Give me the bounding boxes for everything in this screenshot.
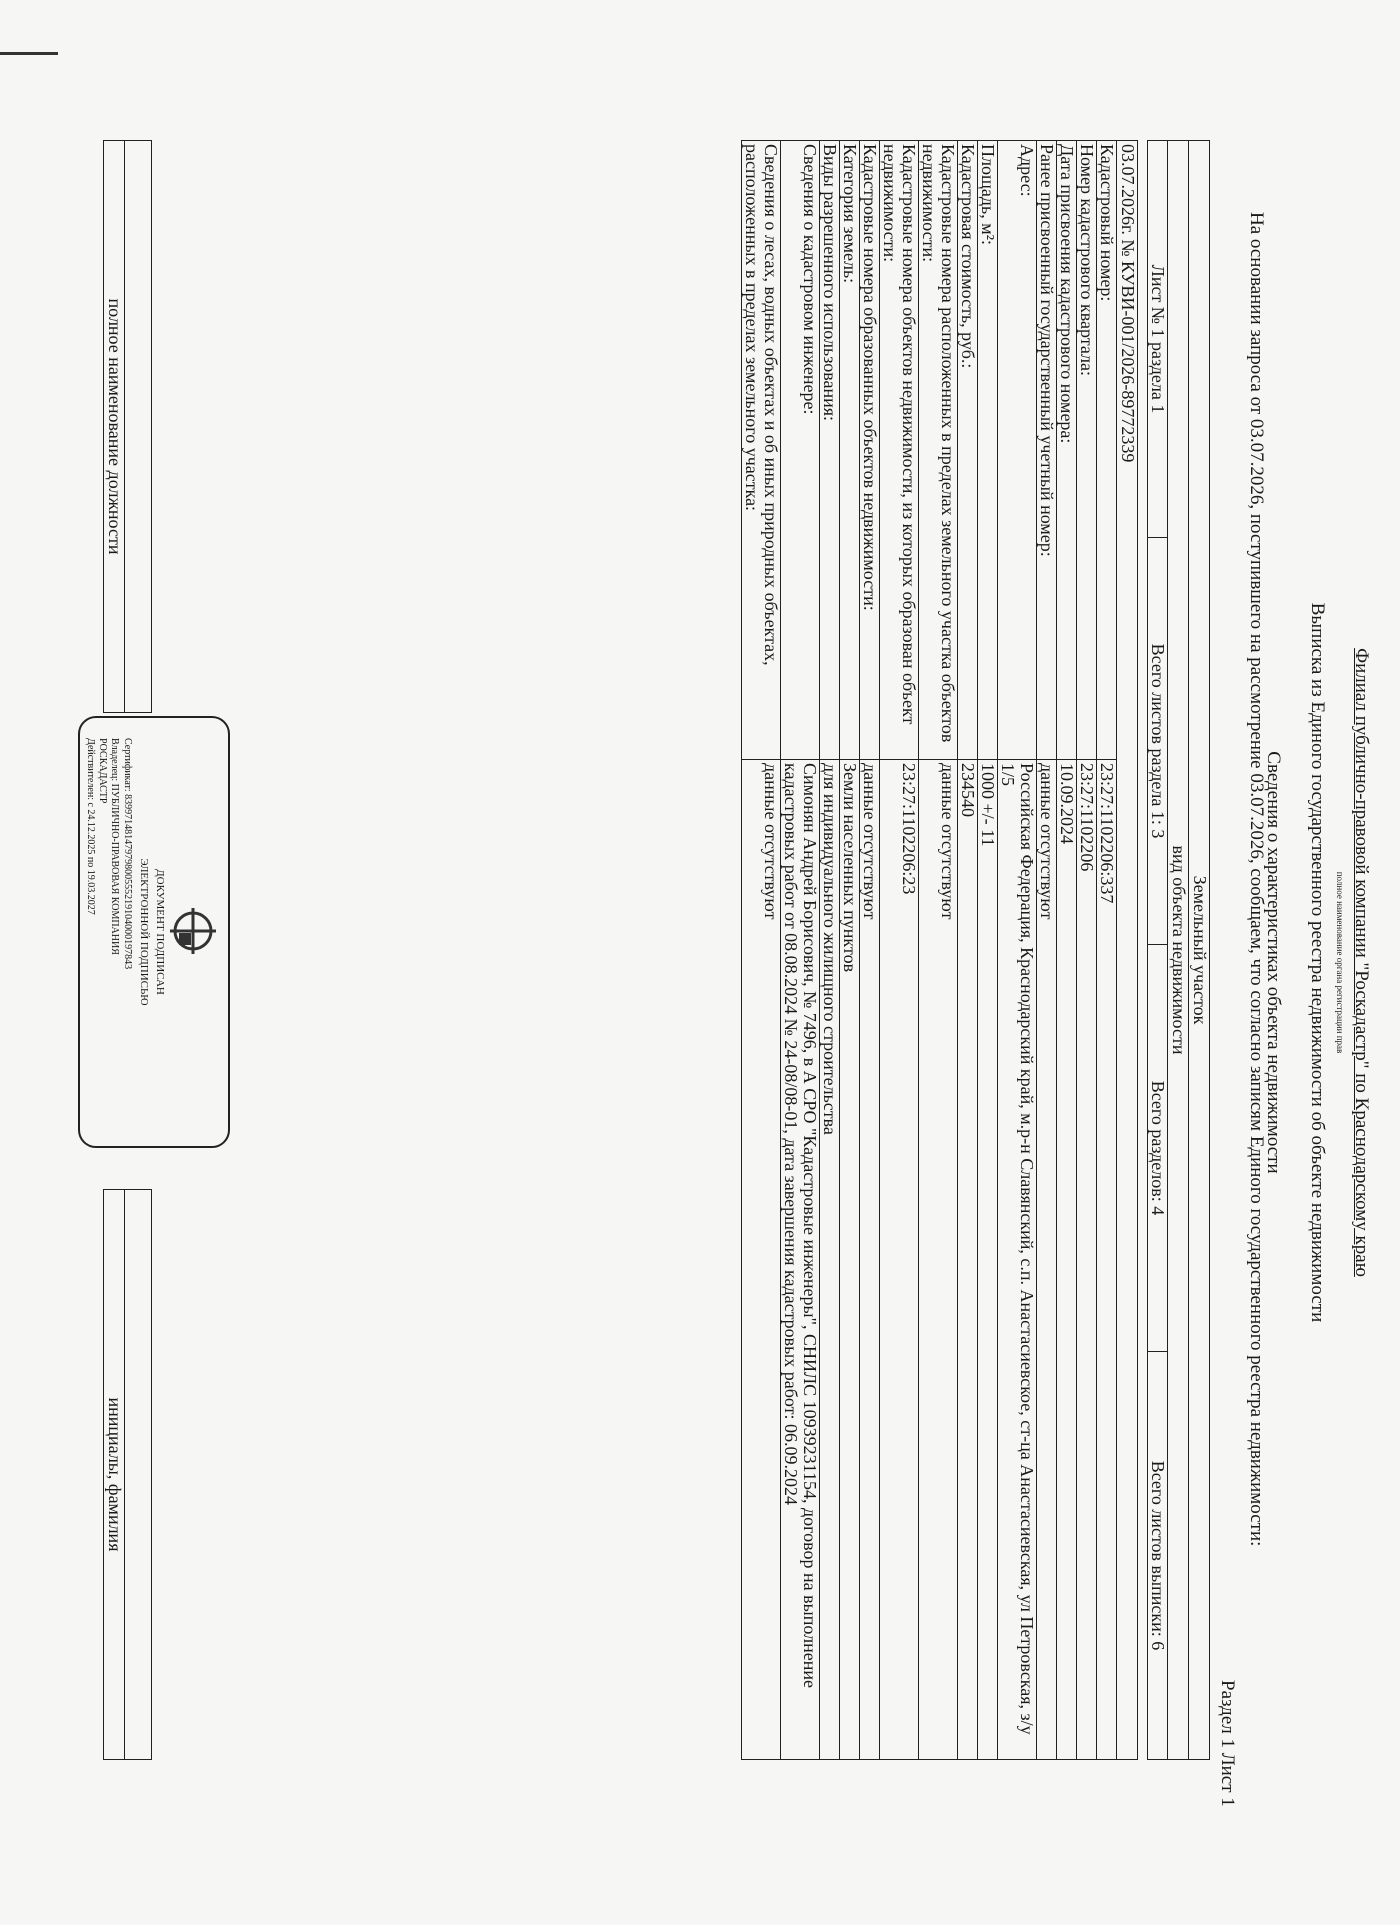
row-value: для индивидуального жилищного строительства [820, 760, 840, 1760]
table-row [820, 141, 840, 1760]
table-row [880, 141, 919, 1760]
object-type: Земельный участок [1189, 141, 1210, 1760]
row-label: Виды разрешенного использования: [820, 141, 840, 760]
row-value: 1000 +/- 11 [978, 760, 998, 1760]
row-value: Земли населенных пунктов [840, 760, 860, 1760]
roskadastr-logo-icon [168, 906, 218, 956]
row-label: Кадастровые номера образованных объектов недвижимости: [860, 141, 880, 760]
row-label: Номер кадастрового квартала: [1077, 141, 1097, 760]
sheets-total: Всего листов выписки: 6 [1148, 1352, 1168, 1760]
row-label: Сведения о кадастровом инженере: [781, 141, 820, 760]
row-label: Адрес: [998, 141, 1037, 760]
stamp-owner2: РОСКАДАСТР [97, 738, 108, 804]
row-label: Кадастровые номера расположенных в пределах земельного участка объектов недвижимости: [919, 141, 958, 760]
row-label: Кадастровые номера объектов недвижимости, из которых образован объект недвижимости: [880, 141, 919, 760]
section-label: Раздел 1 Лист 1 [1217, 1680, 1238, 1807]
stamp-certificate: Сертификат: 83997148147979800555219104000197843 [122, 738, 133, 970]
table-row [958, 141, 978, 1760]
sheet-number: Лист № 1 раздела 1 [1148, 141, 1168, 538]
object-header-table [1147, 140, 1210, 1760]
row-value: 10.09.2024 [1057, 760, 1077, 1760]
row-value: Симонян Андрей Борисович, № 7496, в А СРО "Кадастровые инженеры", СНИЛС 10939231154, договор на выполнение кадастровых работ от 08.08.2024 № 24-08/08-01, дата завершения кадастровых работ: 06.09.2024 [781, 760, 820, 1760]
document-title: Выписка из Единого государственного реестра недвижимости об объекте недвижимости [1307, 602, 1328, 1323]
row-value: данные отсутствуют [742, 760, 781, 1760]
stamp-validity: Действителен: с 24.12.2025 по 19.03.2027 [85, 738, 96, 915]
row-value: данные отсутствуют [860, 760, 880, 1760]
electronic-signature-stamp [78, 716, 230, 1148]
object-type-caption: вид объекта недвижимости [1168, 141, 1189, 1760]
row-value: 23:27:1102206:337 [1097, 760, 1117, 1760]
basis-text: На основании запроса от 03.07.2026, поступившего на рассмотрение 03.07.2026, сообщаем, что согласно записям Единого государственного реестра недвижимости: [1246, 212, 1267, 1547]
request-number: 03.07.2026г. № КУВИ-001/2026-89772339 [1117, 141, 1138, 1760]
row-value: 23:27:1102206:23 [880, 760, 919, 1760]
row-value: данные отсутствуют [1037, 760, 1057, 1760]
row-label: Ранее присвоенный государственный учетный номер: [1037, 141, 1057, 760]
name-caption: инициалы, фамилия [104, 1190, 125, 1760]
row-label: Категория земель: [840, 141, 860, 760]
row-value: 234540 [958, 760, 978, 1760]
row-label: Дата присвоения кадастрового номера: [1057, 141, 1077, 760]
table-row [742, 141, 781, 1760]
characteristics-table [741, 140, 1138, 1760]
row-label: Площадь, м²: [978, 141, 998, 760]
row-label: Кадастровый номер: [1097, 141, 1117, 760]
table-row [840, 141, 860, 1760]
table-row [998, 141, 1037, 1760]
table-row [1097, 141, 1117, 1760]
row-value: Российская Федерация, Краснодарский край, м.р-н Славянский, с.п. Анастасиевское, ст-ца Анастасиевская, ул Петровская, з/у 1/5 [998, 760, 1037, 1760]
table-row [1057, 141, 1077, 1760]
position-cell [125, 141, 152, 713]
stamp-owner: Владелец: ПУБЛИЧНО-ПРАВОВАЯ КОМПАНИЯ [109, 738, 120, 955]
row-value: 23:27:1102206 [1077, 760, 1097, 1760]
sheets-in-section: Всего листов раздела 1: 3 [1148, 538, 1168, 945]
table-row [1037, 141, 1057, 1760]
table-row [1077, 141, 1097, 1760]
stamp-line2: ЭЛЕКТРОННОЙ ПОДПИСЬЮ [138, 858, 150, 1006]
pen-mark [0, 52, 58, 55]
organization-name: Филиал публично-правовой компании "Роскадастр" по Краснодарскому краю [1351, 648, 1372, 1277]
sections-total: Всего разделов: 4 [1148, 945, 1168, 1352]
document-subtitle: Сведения о характеристиках объекта недвижимости [1263, 751, 1284, 1174]
stamp-line1: ДОКУМЕНТ ПОДПИСАН [154, 869, 166, 995]
organization-caption: полное наименование органа регистрации прав [1335, 871, 1345, 1054]
table-row [978, 141, 998, 1760]
row-label: Сведения о лесах, водных объектах и об иных природных объектах, расположенных в пределах земельного участка: [742, 141, 781, 760]
row-value: данные отсутствуют [919, 760, 958, 1760]
table-row [919, 141, 958, 1760]
table-row [860, 141, 880, 1760]
table-row [781, 141, 820, 1760]
row-label: Кадастровая стоимость, руб.: [958, 141, 978, 760]
position-caption: полное наименование должности [104, 141, 125, 713]
name-cell [125, 1190, 152, 1760]
